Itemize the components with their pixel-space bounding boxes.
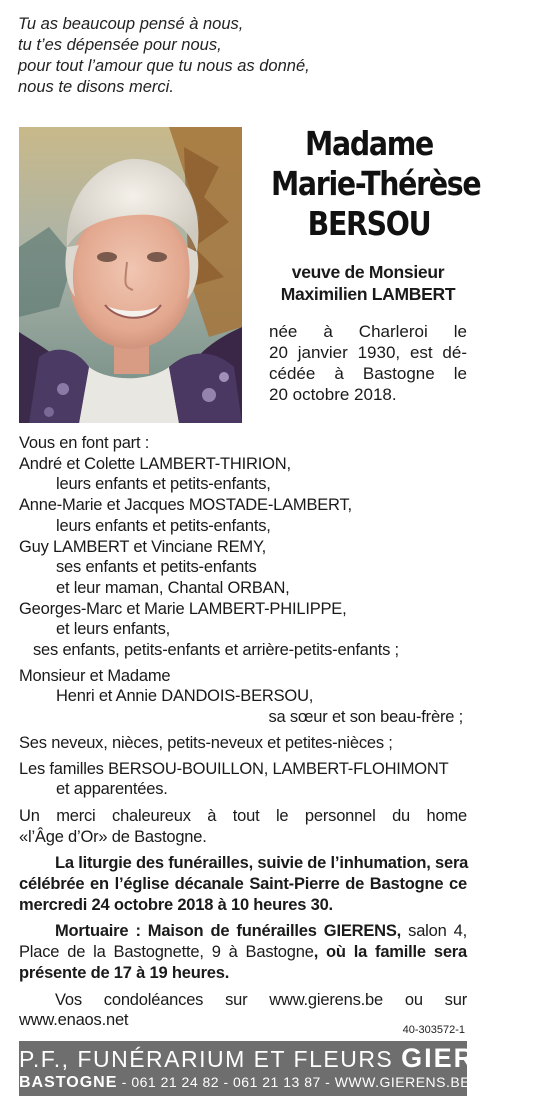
deceased-last-name: BERSOU	[307, 204, 431, 243]
funeral-home-brand: GIERENS	[401, 1043, 537, 1073]
family-line: ses enfants et petits-enfants	[56, 558, 257, 577]
birth-line: cédée à Bastogne le	[269, 364, 467, 383]
portrait-photo	[19, 127, 242, 423]
liturgy-line: célébrée en l’église décanale Saint-Pierre de Bastogne ce	[19, 875, 467, 894]
poem-line: pour tout l’amour que tu nous as donné,	[18, 57, 310, 75]
deceased-title: Madame	[305, 124, 433, 163]
birth-death-info	[269, 321, 467, 405]
family-line: ses enfants, petits-enfants et arrière-petits-enfants ;	[33, 641, 399, 660]
announcement-body	[19, 433, 467, 1031]
poem-line: tu t’es dépensée pour nous,	[18, 36, 222, 54]
mortuary-family-note: , où la famille sera	[313, 943, 467, 962]
funeral-home-prefix: P.F., FUNÉRARIUM ET FLEURS	[19, 1046, 402, 1072]
thanks-line: «l’Âge d’Or» de Bastogne.	[19, 827, 207, 846]
liturgy-line: La liturgie des funérailles, suivie de l’inhumation, sera	[55, 854, 469, 873]
funeral-home-city: BASTOGNE	[19, 1074, 118, 1091]
family-line: Monsieur et Madame	[19, 666, 171, 685]
birth-line: 20 janvier 1930, est dé-	[269, 343, 467, 362]
thanks-line: Un merci chaleureux à tout le personnel du home	[19, 806, 467, 825]
family-line: leurs enfants et petits-enfants,	[56, 516, 271, 535]
family-line: et leurs enfants,	[56, 620, 171, 639]
mortuary-label: Mortuaire : Maison de funérailles GIERENS,	[55, 922, 402, 941]
liturgy-line: mercredi 24 octobre 2018 à 10 heures 30.	[19, 895, 333, 914]
family-line: Les familles BERSOU-BOUILLON, LAMBERT-FLOHIMONT	[19, 759, 449, 778]
reference-number: 40-303572-1	[402, 1024, 465, 1036]
mortuary-line	[19, 921, 467, 942]
funeral-home-phones: - 061 21 24 82 - 061 21 13 87 - WWW.GIERENS.BE	[117, 1074, 471, 1090]
family-line: Henri et Annie DANDOIS-BERSOU,	[56, 687, 314, 706]
widow-line: Maximilien LAMBERT	[280, 284, 456, 304]
deceased-name	[270, 124, 481, 244]
family-line: et apparentées.	[56, 780, 168, 799]
poem-line: Tu as beaucoup pensé à nous,	[18, 15, 244, 33]
family-line: Guy LAMBERT et Vinciane REMY,	[19, 537, 267, 556]
mortuary-line: présente de 17 à 19 heures.	[19, 963, 230, 982]
mortuary-salon: salon 4,	[401, 922, 468, 941]
funeral-home-contact	[19, 1072, 471, 1093]
family-line: Anne-Marie et Jacques MOSTADE-LAMBERT,	[19, 496, 352, 515]
widow-of	[262, 261, 474, 305]
family-line: et leur maman, Chantal ORBAN,	[56, 578, 290, 597]
deceased-first-name: Marie-Thérèse	[270, 164, 481, 203]
family-line: Ses neveux, nièces, petits-neveux et petites-nièces ;	[19, 733, 393, 752]
mortuary-address: Place de la Bastognette, 9 à Bastogne	[19, 943, 314, 962]
poem-line: nous te disons merci.	[18, 78, 174, 96]
birth-line: née à Charleroi le	[269, 322, 467, 341]
family-line: André et Colette LAMBERT-THIRION,	[19, 454, 291, 473]
family-intro: Vous en font part :	[19, 434, 150, 452]
mortuary-line	[19, 942, 467, 963]
poem	[18, 14, 458, 98]
family-line: leurs enfants et petits-enfants,	[56, 475, 271, 494]
widow-line: veuve de Monsieur	[291, 262, 445, 282]
funeral-home-name	[19, 1043, 537, 1073]
condolences-line: www.enaos.net	[19, 1011, 129, 1030]
family-line: Georges-Marc et Marie LAMBERT-PHILIPPE,	[19, 599, 347, 618]
family-line: sa sœur et son beau-frère ;	[268, 708, 463, 727]
birth-line: 20 octobre 2018.	[269, 385, 397, 404]
funeral-home-banner	[19, 1041, 537, 1096]
condolences-line: Vos condoléances sur www.gierens.be ou sur	[55, 990, 467, 1009]
